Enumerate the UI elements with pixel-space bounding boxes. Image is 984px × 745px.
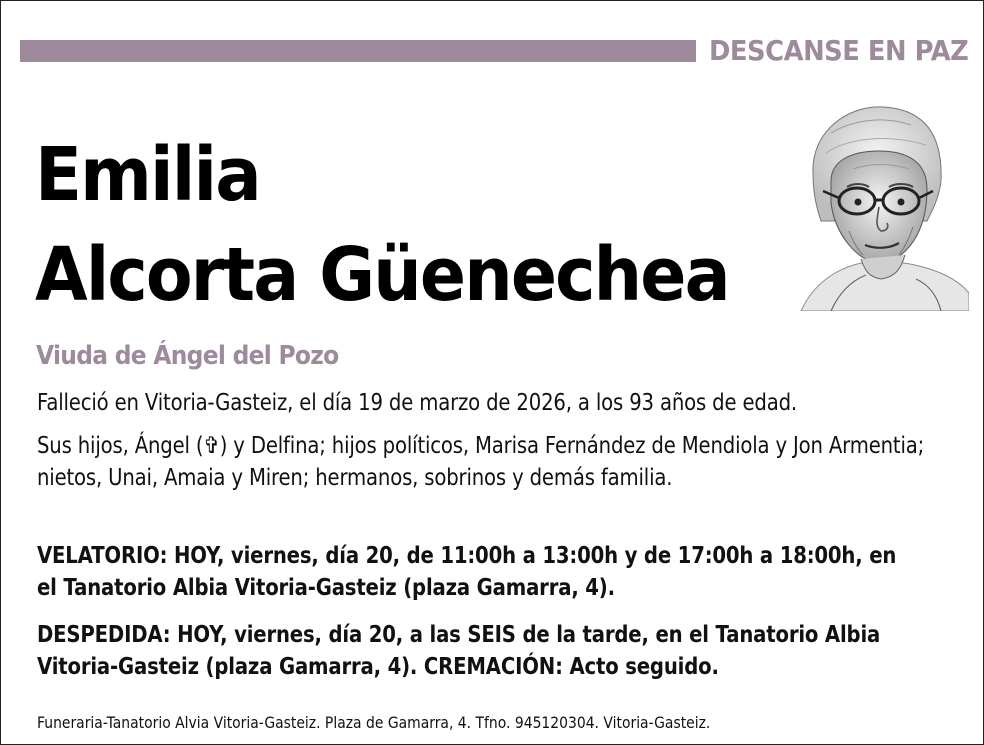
despedida-paragraph: DESPEDIDA: HOY, viernes, día 20, a las SEIS de la tarde, en el Tanatorio Albia Vitoria-Gasteiz (plaza Gamarra, 4). CREMACIÓN: Acto seguido. — [37, 622, 881, 680]
death-statement: Falleció en Vitoria-Gasteiz, el día 19 de marzo de 2026, a los 93 años de edad. — [37, 390, 797, 416]
deceased-first-name: Emilia — [35, 132, 260, 218]
velatorio-paragraph: VELATORIO: HOY, viernes, día 20, de 11:00h a 13:00h y de 17:00h a 18:00h, en el Tanatorio Albia Vitoria-Gasteiz (plaza Gamarra, 4). — [37, 543, 897, 601]
widow-of-line: Viuda de Ángel del Pozo — [36, 341, 339, 371]
family-paragraph: Sus hijos, Ángel (✞) y Delfina; hijos políticos, Marisa Fernández de Mendiola y Jon Armentia; nietos, Unai, Amaia y Miren; hermanos, sobrinos y demás familia. — [37, 433, 925, 491]
deceased-surnames: Alcorta Güenechea — [35, 232, 729, 318]
funeral-home-footer: Funeraria-Tanatorio Alvia Vitoria-Gasteiz. Plaza de Gamarra, 4. Tfno. 945120304. Vitoria-Gasteiz. — [37, 713, 711, 732]
portrait-photo — [791, 103, 969, 311]
header-tag: DESCANSE EN PAZ — [709, 34, 969, 67]
header-rule — [20, 40, 696, 62]
